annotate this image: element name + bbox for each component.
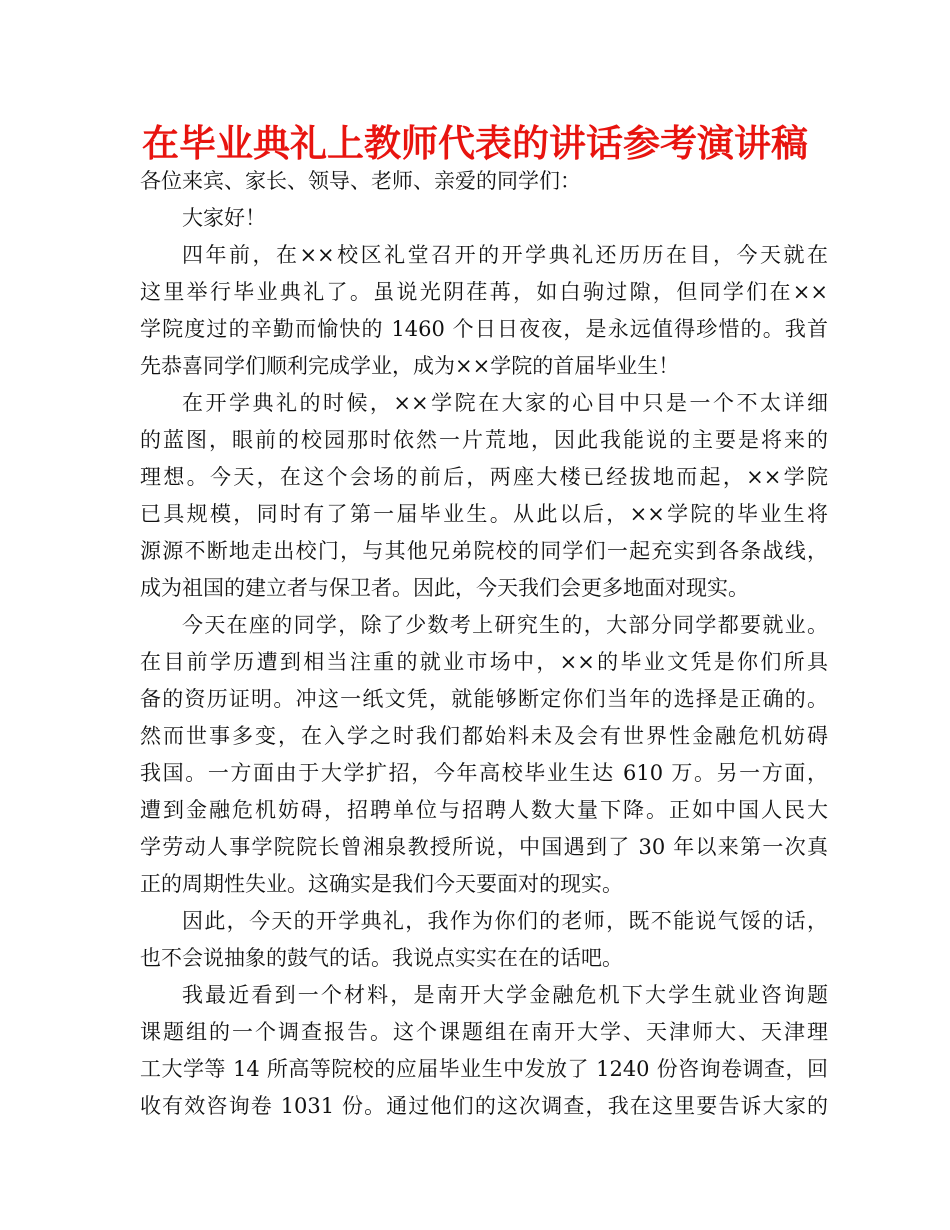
text-line: 课题组的一个调查报告。这个课题组在南开大学、天津师大、天津理 [140, 1020, 828, 1044]
text-line: 然而世事多变，在入学之时我们都始料未及会有世界性金融危机妨碍 [140, 724, 828, 748]
text-line: 因此，今天的开学典礼，我作为你们的老师，既不能说气馁的话， [182, 909, 828, 933]
text-line: 在目前学历遭到相当注重的就业市场中，××的毕业文凭是你们所具 [140, 650, 828, 674]
text-line: 各位来宾、家长、领导、老师、亲爱的同学们： [140, 169, 581, 193]
text-line: 已具规模，同时有了第一届毕业生。从此以后，××学院的毕业生将 [140, 502, 828, 526]
text-line: 理想。今天，在这个会场的前后，两座大楼已经拔地而起，××学院 [140, 465, 828, 489]
document-title: 在毕业典礼上教师代表的讲话参考演讲稿 [142, 122, 808, 165]
text-line: 这里举行毕业典礼了。虽说光阴荏苒，如白驹过隙，但同学们在×× [140, 280, 828, 304]
text-line: 成为祖国的建立者与保卫者。因此，今天我们会更多地面对现实。 [140, 576, 749, 600]
text-line: 我国。一方面由于大学扩招，今年高校毕业生达 610 万。另一方面， [140, 761, 828, 785]
text-line: 的蓝图，眼前的校园那时依然一片荒地，因此我能说的主要是将来的 [140, 428, 828, 452]
text-line: 我最近看到一个材料，是南开大学金融危机下大学生就业咨询题 [182, 983, 828, 1007]
text-line: 也不会说抽象的鼓气的话。我说点实实在在的话吧。 [140, 946, 623, 970]
text-line: 备的资历证明。冲这一纸文凭，就能够断定你们当年的选择是正确的。 [140, 687, 828, 711]
text-line: 先恭喜同学们顺利完成学业，成为××学院的首届毕业生！ [140, 354, 680, 378]
text-line: 四年前，在××校区礼堂召开的开学典礼还历历在目，今天就在 [182, 243, 828, 267]
text-line: 在开学典礼的时候，××学院在大家的心目中只是一个不太详细 [182, 391, 828, 415]
text-line: 正的周期性失业。这确实是我们今天要面对的现实。 [140, 872, 623, 896]
document-body [140, 163, 828, 1125]
text-line: 学劳动人事学院院长曾湘泉教授所说，中国遇到了 30 年以来第一次真 [140, 835, 828, 859]
text-line: 学院度过的辛勤而愉快的 1460 个日日夜夜，是永远值得珍惜的。我首 [140, 317, 828, 341]
text-line: 大家好！ [182, 206, 266, 230]
text-line: 工大学等 14 所高等院校的应届毕业生中发放了 1240 份咨询卷调查，回 [140, 1057, 828, 1081]
text-line: 今天在座的同学，除了少数考上研究生的，大部分同学都要就业。 [182, 613, 828, 637]
text-line: 收有效咨询卷 1031 份。通过他们的这次调查，我在这里要告诉大家的 [140, 1094, 828, 1118]
text-line: 源源不断地走出校门，与其他兄弟院校的同学们一起充实到各条战线， [140, 539, 828, 563]
text-line: 遭到金融危机妨碍，招聘单位与招聘人数大量下降。正如中国人民大 [140, 798, 828, 822]
